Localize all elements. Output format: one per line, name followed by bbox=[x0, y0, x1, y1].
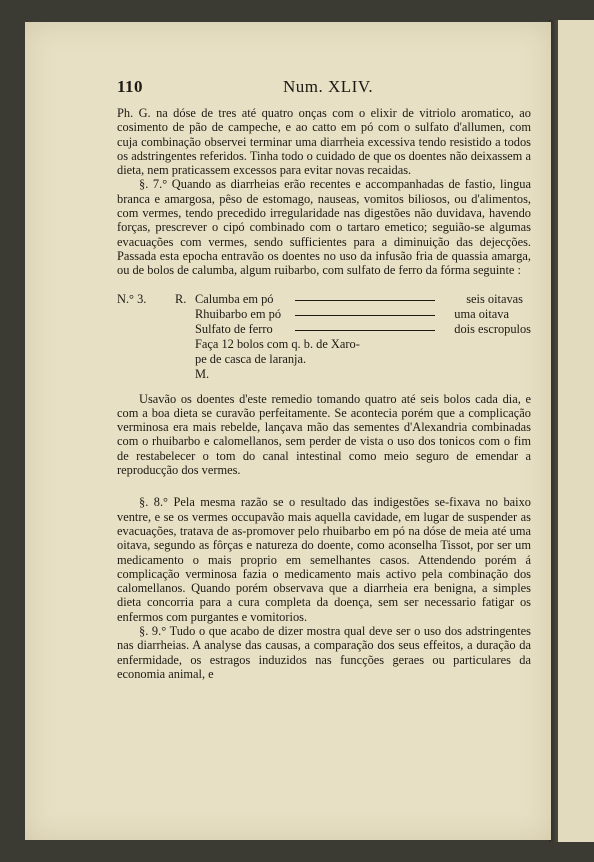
paragraph-section-8: §. 8.° Pela mesma razão se o resultado das indigestões se-fixava no baixo ventre, e se os vermes occupavão mais aquella cavidade, em lugar de suspender as evacuações, tratava de as-promover pelo rhuibarbo em pó na dóse de meia até uma oitava, segundo as fôrças e natureza do doente, como aconselha Tissot, por ser um medicamento o mais proprio em semelhantes casos. Attendendo porém á complicação verminosa fazia o medicamento mais activo pela combinação dos calomellanos. Quando porém observava que a diarrheia era benigna, a simples dieta concorria para a cura completa da doença, sem ser necessario fatigar os enfermos com purgantes e vomitorios. bbox=[117, 495, 531, 624]
paragraph-section-9: §. 9.° Tudo o que acabo de dizer mostra qual deve ser o uso dos adstringentes nas diarrheias. A analyse das causas, a comparação dos seus effeitos, a duração da enfermidade, os estragos induzidos nas funcções geraes ou particulares da economia animal, e bbox=[117, 624, 531, 681]
recipe-instruction: pe de casca de laranja. bbox=[195, 351, 307, 366]
recipe-instruction: Faça 12 bolos com q. b. de Xaro- bbox=[195, 336, 360, 351]
recipe-ingredient bbox=[195, 292, 531, 306]
leader-line bbox=[295, 315, 435, 316]
recipe-number: N.° 3. bbox=[117, 291, 147, 306]
chapter-heading: Num. XLIV. bbox=[283, 77, 374, 96]
ingredient-name: Sulfato de ferro bbox=[195, 321, 273, 336]
ingredient-quantity: dois escropulos bbox=[454, 321, 531, 336]
page-header bbox=[117, 77, 531, 104]
paragraph-section-7: §. 7.° Quando as diarrheias erão recentes e accompanhadas de fastio, lingua branca e amargosa, pêso de estomago, nauseas, vomitos biliosos, ou d'alimentos, com vermes, tendo precedido irregularidade nas digestões não duvidava, havendo forças, prescrever o cipó combinado com o tartaro emetico; seguião-se algumas evacuações com vermes, sendo sufficientes para a diminuição das dejecções. Passada esta epocha entravão os doentes no uso da infusão fria de quassia amarga, ou de bolos de calumba, algum ruibarbo, com sulfato de ferro da fórma seguinte : bbox=[117, 177, 531, 278]
leader-line bbox=[295, 330, 435, 331]
page-number: 110 bbox=[117, 77, 144, 96]
ingredient-quantity: uma oitava bbox=[454, 306, 509, 321]
recipe-ingredient bbox=[195, 307, 531, 321]
recipe-instruction: M. bbox=[195, 366, 210, 381]
recipe-symbol: R. bbox=[175, 291, 187, 306]
ingredient-name: Rhuibarbo em pó bbox=[195, 306, 282, 321]
paragraph-remedy-use: Usavão os doentes d'este remedio tomando quatro até seis bolos cada dia, e com a boa dieta se curavão perfeitamente. Se acontecia porém que a complicação verminosa era mais rebelde, lançava mão das sementes d'Alexandria combinadas com o rhuibarbo e calomellanos, sem perder de vista o uso dos tonicos com o fim de restabelecer o tom do canal intestinal como meio seguro de emendar a reproducção dos vermes. bbox=[117, 391, 531, 478]
ingredient-quantity: seis oitavas bbox=[466, 291, 523, 306]
recipe-block bbox=[117, 291, 531, 381]
adjacent-page-edge bbox=[558, 20, 594, 842]
leader-line bbox=[295, 300, 435, 301]
ingredient-name: Calumba em pó bbox=[195, 291, 274, 306]
paragraph-continuation: Ph. G. na dóse de tres até quatro onças com o elixir de vitriolo aromatico, ao cosimento de pão de campeche, e ao catto em pó com o sulfato d'allumen, com cuja combinação observei terminar uma diarrheia excessiva tendo resistido a todos os adstringentes referidos. Tinha todo o cuidado de que os doentes não deixassem a dieta, nem praticassem excessos para evitar novas recaidas. bbox=[117, 106, 531, 178]
recipe-ingredient bbox=[195, 322, 531, 336]
page-content bbox=[117, 77, 531, 681]
